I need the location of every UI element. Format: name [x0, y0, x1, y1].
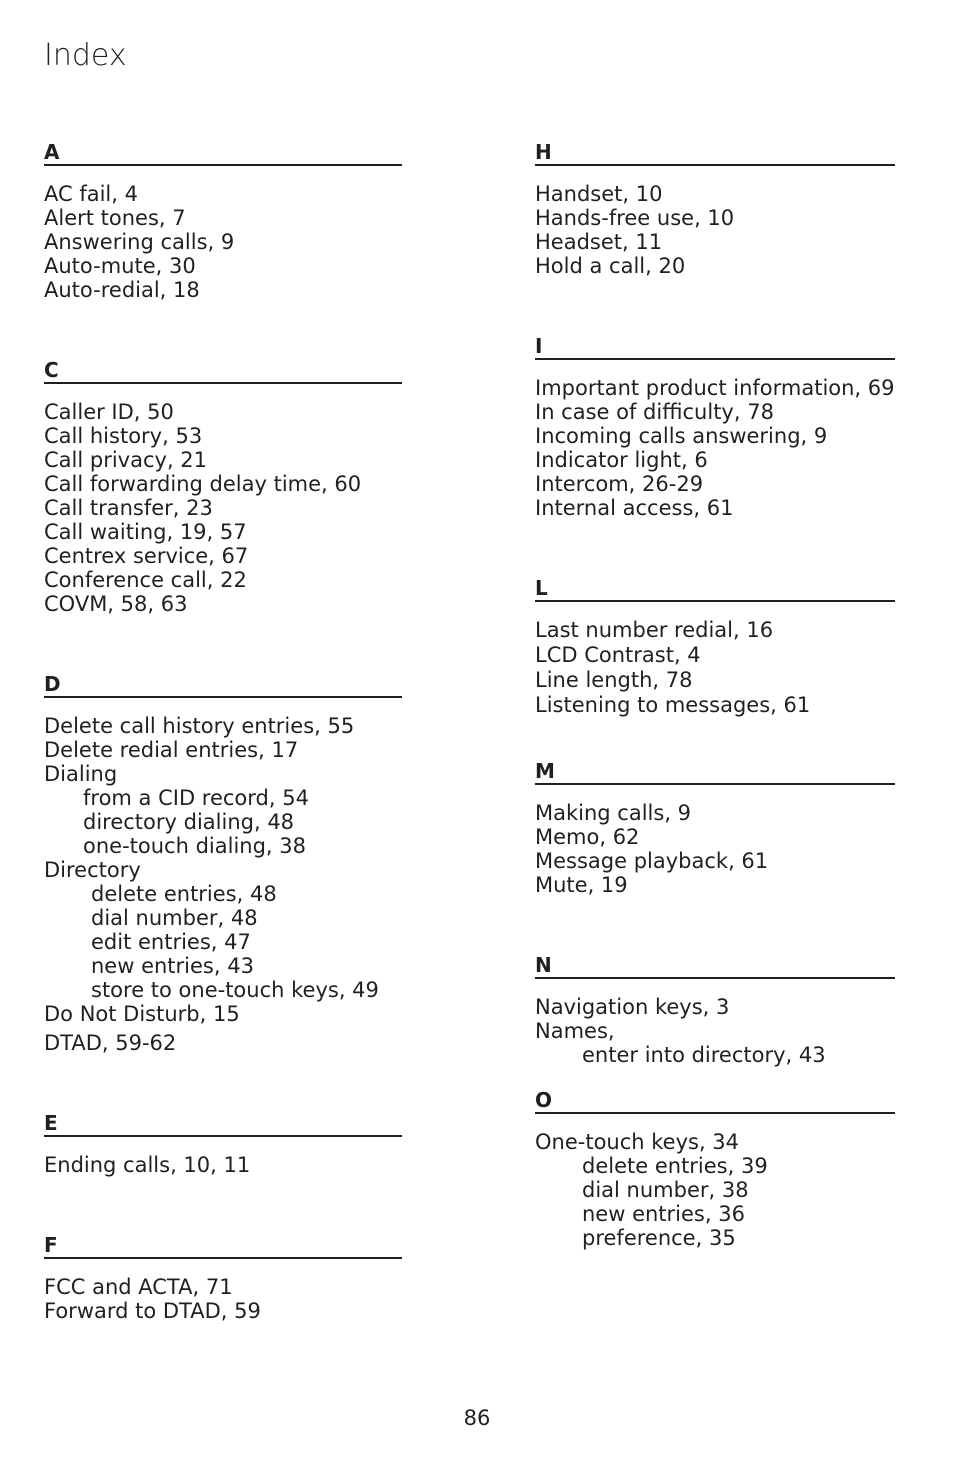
- index-entry: Answering calls, 9: [44, 230, 235, 254]
- index-entry: Ending calls, 10, 11: [44, 1153, 251, 1177]
- index-section-o: [535, 1088, 895, 1250]
- index-entry: Delete redial entries, 17: [44, 738, 299, 762]
- index-entry: Dialing: [44, 762, 118, 786]
- index-entry: Last number redial, 16: [535, 618, 774, 642]
- index-subentry: store to one-touch keys, 49: [91, 978, 379, 1002]
- entry-list: [44, 1275, 402, 1323]
- index-entry: Hold a call, 20: [535, 254, 686, 278]
- index-entry: In case of difficulty, 78: [535, 400, 774, 424]
- entry-list: [44, 714, 402, 1055]
- index-subentry: from a CID record, 54: [83, 786, 309, 810]
- index-subentry: new entries, 43: [91, 954, 254, 978]
- section-letter: I: [535, 334, 895, 360]
- index-entry: Message playback, 61: [535, 849, 769, 873]
- index-subentry: delete entries, 39: [582, 1154, 768, 1178]
- index-entry: Navigation keys, 3: [535, 995, 730, 1019]
- index-entry: Call waiting, 19, 57: [44, 520, 247, 544]
- index-subentry: directory dialing, 48: [83, 810, 295, 834]
- index-entry: Line length, 78: [535, 668, 693, 692]
- index-entry: Internal access, 61: [535, 496, 734, 520]
- index-entry: Intercom, 26-29: [535, 472, 704, 496]
- entry-list: [535, 182, 895, 278]
- index-entry: Call history, 53: [44, 424, 203, 448]
- section-letter: D: [44, 672, 402, 698]
- index-section-n: [535, 953, 895, 1067]
- index-subentry: edit entries, 47: [91, 930, 251, 954]
- section-letter: O: [535, 1088, 895, 1114]
- index-subentry: enter into directory, 43: [582, 1043, 826, 1067]
- index-entry: DTAD, 59-62: [44, 1031, 177, 1055]
- page-number: 86: [463, 1406, 491, 1430]
- index-entry: One-touch keys, 34: [535, 1130, 740, 1154]
- index-entry: Call forwarding delay time, 60: [44, 472, 362, 496]
- section-letter: F: [44, 1233, 402, 1259]
- section-letter: H: [535, 140, 895, 166]
- entry-list: [535, 1130, 895, 1250]
- index-subentry: preference, 35: [582, 1226, 736, 1250]
- entry-list: [44, 400, 402, 616]
- index-section-m: [535, 759, 895, 897]
- index-entry: Incoming calls answering, 9: [535, 424, 828, 448]
- index-subentry: delete entries, 48: [91, 882, 277, 906]
- index-entry: Call privacy, 21: [44, 448, 208, 472]
- index-entry: Delete call history entries, 55: [44, 714, 355, 738]
- index-entry: Indicator light, 6: [535, 448, 708, 472]
- index-section-l: [535, 576, 895, 718]
- index-entry: Do Not Disturb, 15: [44, 1002, 240, 1026]
- entry-list: [535, 618, 895, 718]
- index-entry: Handset, 10: [535, 182, 663, 206]
- index-section-d: [44, 672, 402, 1055]
- index-entry: Auto-mute, 30: [44, 254, 196, 278]
- section-letter: L: [535, 576, 895, 602]
- index-entry: Centrex service, 67: [44, 544, 249, 568]
- index-entry: Names,: [535, 1019, 615, 1043]
- index-subentry: new entries, 36: [582, 1202, 745, 1226]
- index-entry: COVM, 58, 63: [44, 592, 188, 616]
- index-subentry: one-touch dialing, 38: [83, 834, 306, 858]
- index-entry: Mute, 19: [535, 873, 628, 897]
- index-subentry: dial number, 48: [91, 906, 258, 930]
- index-entry: Headset, 11: [535, 230, 663, 254]
- entry-list: [535, 376, 895, 520]
- entry-list: [44, 1153, 402, 1177]
- index-entry: Hands-free use, 10: [535, 206, 735, 230]
- entry-list: [44, 182, 402, 302]
- entry-list: [535, 995, 895, 1067]
- index-entry: Memo, 62: [535, 825, 640, 849]
- index-entry: AC fail, 4: [44, 182, 138, 206]
- index-section-a: [44, 140, 402, 302]
- index-entry: Alert tones, 7: [44, 206, 186, 230]
- page-title: Index: [44, 38, 127, 73]
- index-entry: Caller ID, 50: [44, 400, 174, 424]
- index-section-i: [535, 334, 895, 520]
- section-letter: N: [535, 953, 895, 979]
- section-letter: E: [44, 1111, 402, 1137]
- index-entry: Listening to messages, 61: [535, 693, 811, 717]
- section-letter: A: [44, 140, 402, 166]
- index-entry: Making calls, 9: [535, 801, 692, 825]
- index-section-c: [44, 358, 402, 616]
- index-entry: Call transfer, 23: [44, 496, 213, 520]
- index-section-h: [535, 140, 895, 278]
- index-entry: FCC and ACTA, 71: [44, 1275, 233, 1299]
- index-entry: Directory: [44, 858, 141, 882]
- index-section-e: [44, 1111, 402, 1177]
- index-section-f: [44, 1233, 402, 1323]
- section-letter: M: [535, 759, 895, 785]
- index-entry: LCD Contrast, 4: [535, 643, 701, 667]
- index-entry: Auto-redial, 18: [44, 278, 200, 302]
- index-entry: Important product information, 69: [535, 376, 895, 400]
- index-entry: Forward to DTAD, 59: [44, 1299, 261, 1323]
- entry-list: [535, 801, 895, 897]
- index-subentry: dial number, 38: [582, 1178, 749, 1202]
- index-entry: Conference call, 22: [44, 568, 247, 592]
- section-letter: C: [44, 358, 402, 384]
